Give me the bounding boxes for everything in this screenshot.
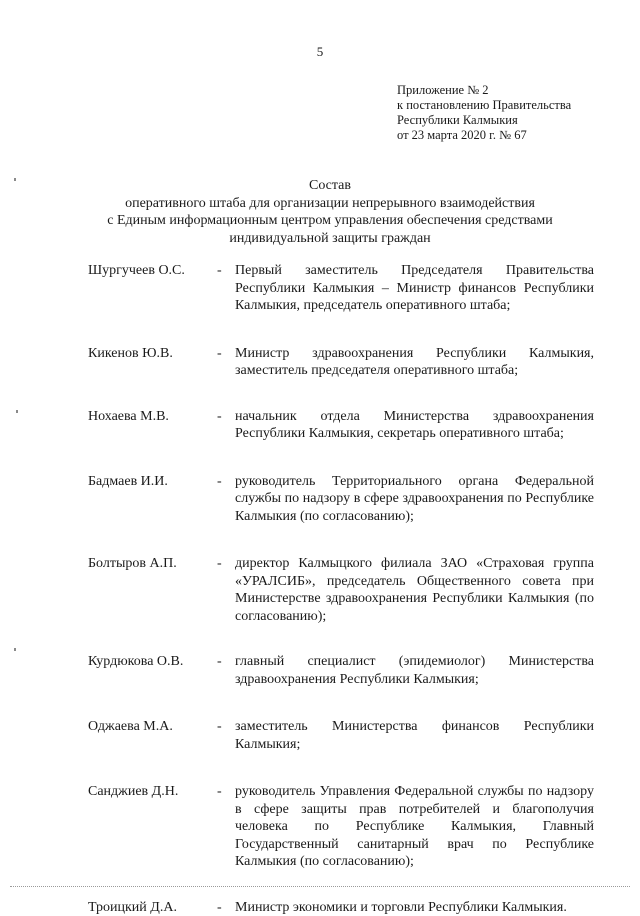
member-entry <box>0 262 640 315</box>
member-role: руководитель Управления Федеральной службы по надзору в сфере защиты прав потребителей и благополучия человека по Республике Калмыкия, Главный Государственный санитарный врач по Республике Калмыкия (по согласованию); <box>235 783 594 871</box>
title-line: индивидуальной защиты граждан <box>40 230 620 248</box>
member-entry <box>0 653 640 688</box>
scan-speck <box>16 410 18 413</box>
member-dash: - <box>217 473 222 491</box>
member-dash: - <box>217 783 222 801</box>
title-heading: Состав <box>40 177 620 195</box>
member-role: Министр экономики и торговли Республики Калмыкия. <box>235 899 594 916</box>
title-line: с Единым информационным центром управления обеспечения средствами <box>40 212 620 230</box>
member-dash: - <box>217 899 222 916</box>
member-name: Оджаева М.А. <box>88 718 173 736</box>
member-entry <box>0 718 640 753</box>
appendix-block <box>397 83 627 143</box>
scan-edge-line <box>10 886 630 887</box>
member-dash: - <box>217 718 222 736</box>
member-name: Болтыров А.П. <box>88 555 177 573</box>
member-dash: - <box>217 345 222 363</box>
member-entry <box>0 783 640 871</box>
member-dash: - <box>217 408 222 426</box>
appendix-line: от 23 марта 2020 г. № 67 <box>397 128 627 143</box>
title-line: оперативного штаба для организации непрерывного взаимодействия <box>40 195 620 213</box>
document-title <box>40 177 620 247</box>
member-role: начальник отдела Министерства здравоохранения Республики Калмыкия, секретарь оперативного штаба; <box>235 408 594 443</box>
member-entry <box>0 899 640 916</box>
member-name: Бадмаев И.И. <box>88 473 168 491</box>
member-name: Троицкий Д.А. <box>88 899 177 916</box>
page-number: 5 <box>0 44 640 60</box>
scan-speck <box>14 178 16 181</box>
member-name: Нохаева М.В. <box>88 408 169 426</box>
member-role: директор Калмыцкого филиала ЗАО «Страховая группа «УРАЛСИБ», председатель Общественного совета при Министерстве здравоохранения Республики Калмыкия (по согласованию); <box>235 555 594 625</box>
member-entry <box>0 408 640 443</box>
appendix-line: к постановлению Правительства <box>397 98 627 113</box>
member-role: Первый заместитель Председателя Правительства Республики Калмыкия – Министр финансов Республики Калмыкия, председатель оперативного штаба; <box>235 262 594 315</box>
member-dash: - <box>217 555 222 573</box>
member-name: Курдюкова О.В. <box>88 653 183 671</box>
scan-speck <box>14 648 16 651</box>
member-role: руководитель Территориального органа Федеральной службы по надзору в сфере здравоохранения по Республике Калмыкия (по согласованию); <box>235 473 594 526</box>
member-name: Шургучеев О.С. <box>88 262 185 280</box>
member-dash: - <box>217 262 222 280</box>
member-dash: - <box>217 653 222 671</box>
member-entry <box>0 555 640 625</box>
member-name: Кикенов Ю.В. <box>88 345 173 363</box>
member-role: заместитель Министерства финансов Республики Калмыкия; <box>235 718 594 753</box>
member-entry <box>0 473 640 526</box>
member-entry <box>0 345 640 380</box>
appendix-line: Республики Калмыкия <box>397 113 627 128</box>
member-role: Министр здравоохранения Республики Калмыкия, заместитель председателя оперативного штаба; <box>235 345 594 380</box>
member-role: главный специалист (эпидемиолог) Министерства здравоохранения Республики Калмыкия; <box>235 653 594 688</box>
member-name: Санджиев Д.Н. <box>88 783 178 801</box>
appendix-line: Приложение № 2 <box>397 83 627 98</box>
members-list <box>0 262 640 916</box>
